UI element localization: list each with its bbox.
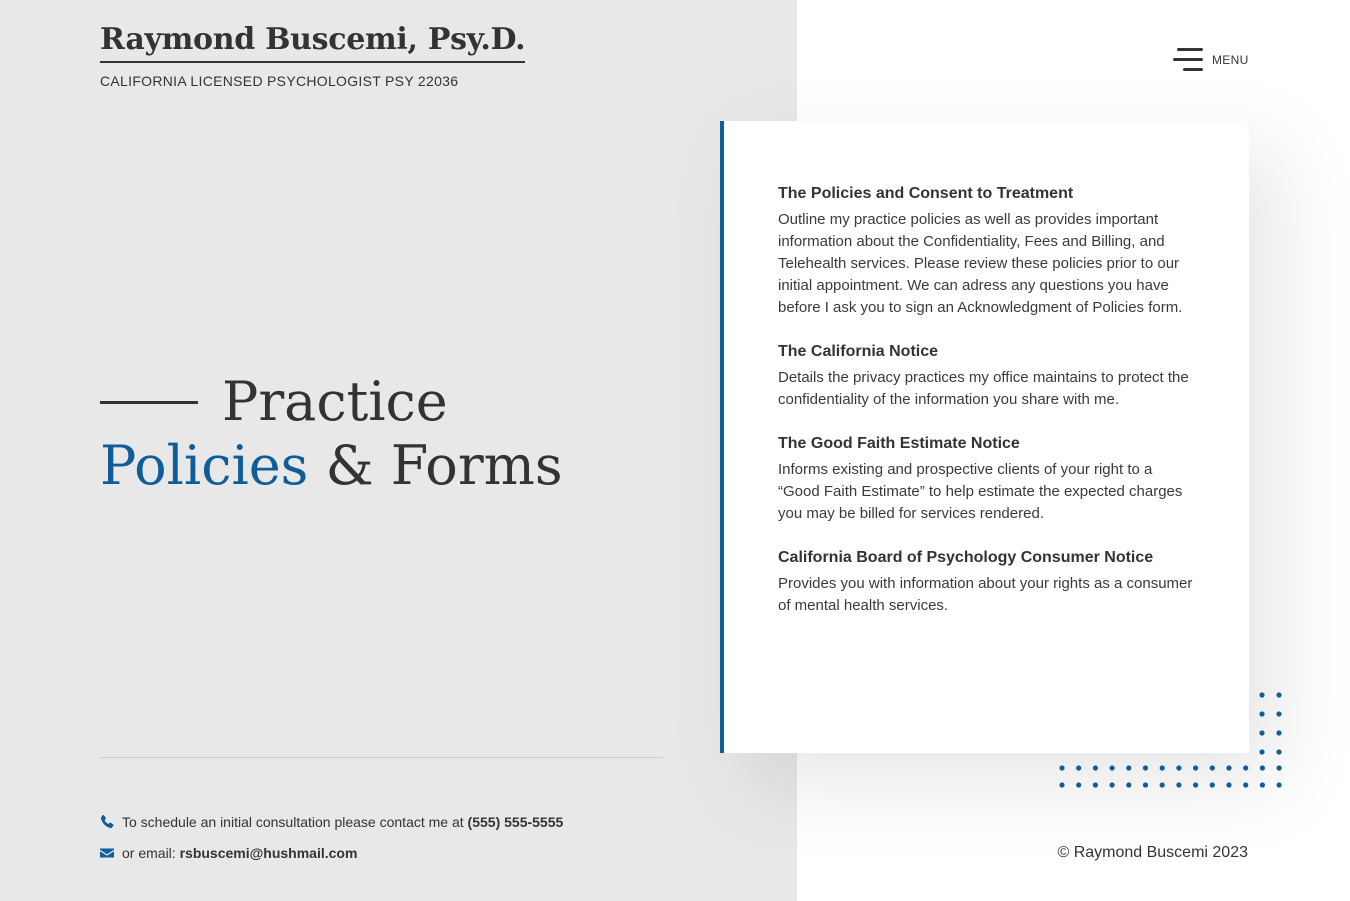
decorative-dot	[1059, 765, 1064, 770]
contact-phone	[99, 814, 563, 830]
policy-title[interactable]: The California Notice	[778, 343, 939, 360]
decorative-dot	[1259, 749, 1264, 754]
policies-card	[720, 121, 1249, 753]
decorative-dot	[1260, 765, 1265, 770]
phone-icon	[99, 814, 115, 830]
heading-word-forms: & Forms	[325, 434, 563, 497]
site-title[interactable]: Raymond Buscemi, Psy.D.	[100, 22, 525, 63]
decorative-dot	[1259, 711, 1264, 716]
policy-description: Outline my practice policies as well as provides important information about the Confidentiality, Fees and Billing, and Telehealth services. Please review these policies prior to our initial appointment. We can adress any questions you have before I ask you to sign an Acknowledgment of Policies form.	[778, 211, 1183, 316]
policy-title[interactable]: The Good Faith Estimate Notice	[778, 435, 1020, 452]
hamburger-icon[interactable]	[1173, 47, 1203, 73]
decorative-dot	[1276, 692, 1281, 697]
phone-prompt: To schedule an initial consultation please contact me at	[122, 814, 464, 830]
decorative-dot	[1226, 765, 1231, 770]
decorative-dot	[1143, 765, 1148, 770]
decorative-dot	[1193, 782, 1198, 787]
page-heading	[100, 370, 563, 498]
decorative-dot	[1259, 730, 1264, 735]
decorative-dot	[1243, 782, 1248, 787]
decorative-dot	[1260, 782, 1265, 787]
decorative-dot	[1276, 749, 1281, 754]
decorative-dot	[1093, 765, 1098, 770]
decorative-dot	[1126, 782, 1131, 787]
decorative-dot	[1277, 765, 1282, 770]
decorative-dot	[1176, 782, 1181, 787]
decorative-dot	[1210, 765, 1215, 770]
decorative-dot	[1210, 782, 1215, 787]
decorative-dot	[1160, 765, 1165, 770]
decorative-dot	[1110, 782, 1115, 787]
decorative-dot	[1126, 765, 1131, 770]
policy-description: Provides you with information about your rights as a consumer of mental health services.	[778, 575, 1193, 614]
menu-label[interactable]: MENU	[1212, 53, 1249, 67]
policy-item[interactable]	[778, 435, 1197, 525]
decorative-dot	[1226, 782, 1231, 787]
decorative-dot	[1243, 765, 1248, 770]
decorative-dot	[1143, 782, 1148, 787]
decorative-dot	[1259, 692, 1264, 697]
policy-description: Details the privacy practices my office maintains to protect the confidentiality of the information you share with me.	[778, 369, 1189, 408]
decorative-dot	[1277, 782, 1282, 787]
policy-title[interactable]: The Policies and Consent to Treatment	[778, 185, 1074, 202]
heading-word-practice: Practice	[222, 370, 448, 433]
contact-email	[99, 845, 357, 861]
policy-item[interactable]	[778, 549, 1197, 617]
email-prompt: or email:	[122, 845, 176, 861]
policy-title[interactable]: California Board of Psychology Consumer Notice	[778, 549, 1154, 566]
contact-divider	[100, 757, 663, 758]
decorative-dot	[1193, 765, 1198, 770]
heading-word-policies: Policies	[100, 434, 309, 497]
menu-button[interactable]	[1173, 47, 1249, 73]
decorative-dot	[1093, 782, 1098, 787]
heading-dash	[100, 401, 198, 404]
decorative-dot	[1059, 782, 1064, 787]
decorative-dot	[1076, 782, 1081, 787]
email-link[interactable]: rsbuscemi@hushmail.com	[179, 845, 358, 861]
phone-number-link[interactable]: (555) 555-5555	[467, 814, 564, 830]
policy-item[interactable]	[778, 185, 1197, 319]
decorative-dot	[1276, 730, 1281, 735]
site-subtitle: CALIFORNIA LICENSED PSYCHOLOGIST PSY 22036	[100, 73, 459, 89]
decorative-dot	[1176, 765, 1181, 770]
envelope-icon	[99, 845, 115, 861]
decorative-dot	[1160, 782, 1165, 787]
decorative-dot	[1110, 765, 1115, 770]
site-brand[interactable]	[100, 22, 525, 89]
copyright-text: © Raymond Buscemi 2023	[1057, 844, 1248, 861]
decorative-dot	[1076, 765, 1081, 770]
decorative-dot	[1276, 711, 1281, 716]
decorative-dot-pattern	[1056, 689, 1286, 793]
policy-item[interactable]	[778, 343, 1197, 411]
policy-description: Informs existing and prospective clients of your right to a “Good Faith Estimate” to help estimate the expected charges you may be billed for services rendered.	[778, 461, 1183, 522]
